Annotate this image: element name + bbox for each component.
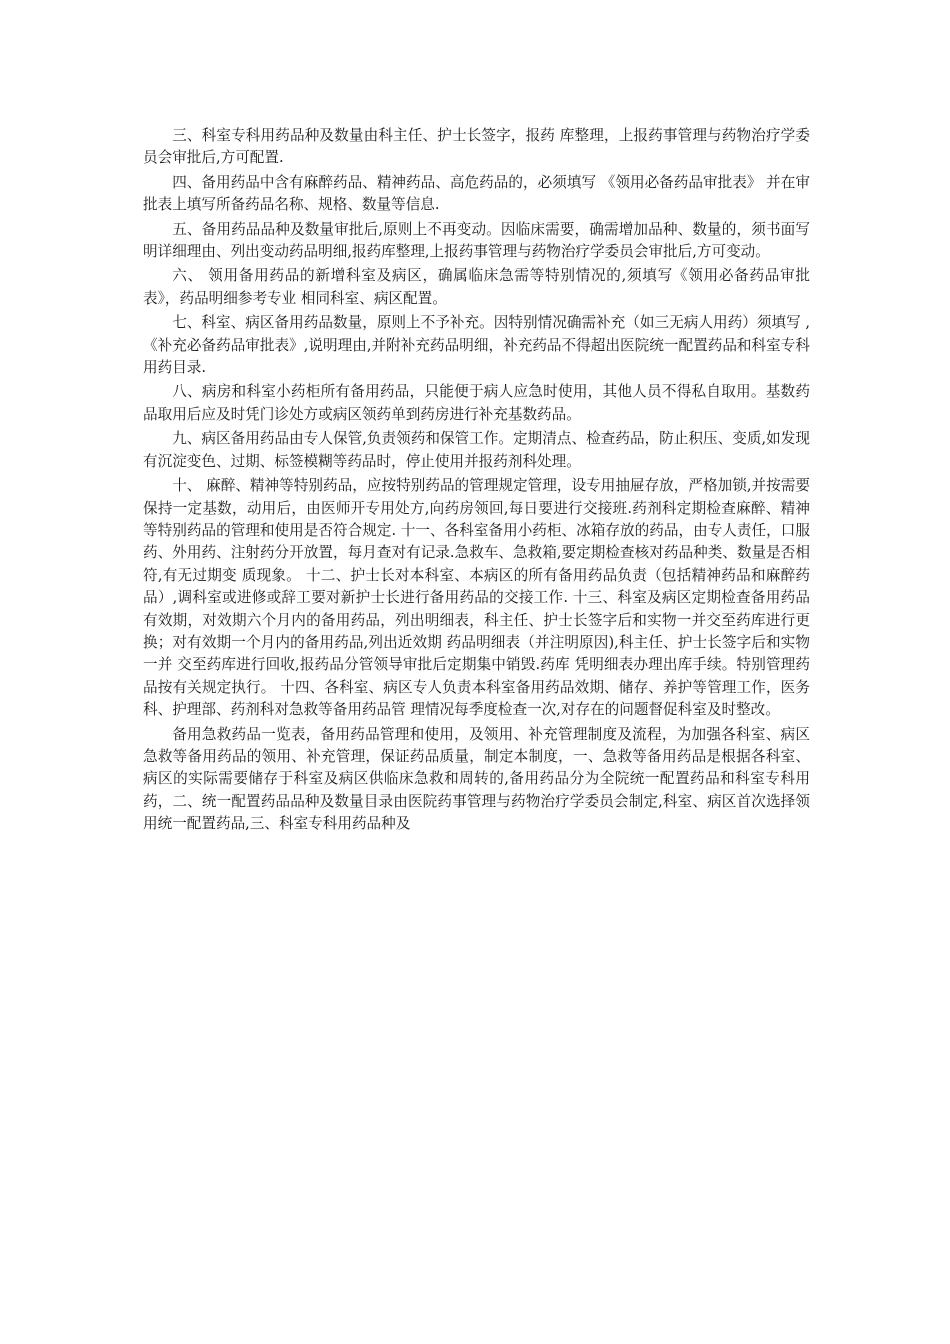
paragraph-3: 三、科室专科用药品种及数量由科主任、护士长签字，报药 库整理，上报药事管理与药物治疗学委员会审批后,方可配置. [143, 127, 810, 167]
document-body [143, 125, 810, 838]
paragraph-5: 五、备用药品品种及数量审批后,原则上不再变动。因临床需要，确需增加品种、数量的，须书面写明详细理由、列出变动药品明细,报药库整理,上报药事管理与药物治疗学委员会审批后,方可变动。 [143, 220, 810, 261]
paragraph-10-14: 十、 麻醉、精神等特别药品，应按特别药品的管理规定管理，设专用抽屉存放，严格加锁,并按需要保持一定基数，动用后，由医师开专用处方,向药房领回,每日要进行交接班.药剂科定期检查麻醉、精神等特别药品的管理和使用是否符合规定. 十一、各科室备用小药柜、冰箱存放的药品，由专人责任，口服药、外用药、注射药分开放置，每月查对有记录.急救车、急救箱,要定期检查核对药品种类、数量是否相符,有无过期变 质现象。 十二、护士长对本科室、本病区的所有备用药品负责（包括精神药品和麻醉药品）,调科室或进修或辞工要对新护士长进行备用药品的交接工作. 十三、科室及病区定期检查备用药品有效期，对效期六个月内的备用药品，列出明细表，科主任、护士长签字后和实物一并交至药库进行更换；对有效期一个月内的备用药品,列出近效期 药品明细表（并注明原因),科主任、护士长签字后和实物一并 交至药库进行回收,报药品分管领导审批后定期集中销毁.药库 凭明细表办理出库手续。特别管理药品按有关规定执行。 十四、各科室、病区专人负责本科室备用药品效期、储存、养护等管理工作，医务科、护理部、药剂科对急救等备用药品管 理情况每季度检查一次,对存在的问题督促科室及时整改。 [143, 477, 810, 719]
paragraph-summary: 备用急救药品一览表，备用药品管理和使用，及领用、补充管理制度及流程，为加强各科室、病区急救等备用药品的领用、补充管理，保证药品质量，制定本制度，一、急救等备用药品是根据各科室、病区的实际需要储存于科室及病区供临床急救和周转的,备用药品分为全院统一配置药品和科室专科用药，二、统一配置药品品种及数量目录由医院药事管理与药物治疗学委员会制定,科室、病区首次选择领用统一配置药品,三、科室专科用药品种及 [143, 725, 810, 833]
paragraph-7: 七、科室、病区备用药品数量，原则上不予补充。因特别情况确需补充（如三无病人用药）须填写 ,《补充必备药品审批表》,说明理由,并附补充药品明细，补充药品不得超出医院统一配置药品和科室专科用药目录. [143, 314, 810, 377]
paragraph-4: 四、备用药品中含有麻醉药品、精神药品、高危药品的，必须填写 《领用必备药品审批表》 并在审批表上填写所备药品名称、规格、数量等信息. [143, 173, 810, 214]
paragraph-6: 六、 领用备用药品的新增科室及病区，确属临床急需等特别情况的,须填写《领用必备药品审批表》，药品明细参考专业 相同科室、病区配置。 [143, 267, 810, 307]
paragraph-8: 八、病房和科室小药柜所有备用药品，只能便于病人应急时使用，其他人员不得私自取用。基数药品取用后应及时凭门诊处方或病区领药单到药房进行补充基数药品。 [143, 383, 810, 423]
paragraph-9: 九、病区备用药品由专人保管,负责领药和保管工作。定期清点、检查药品，防止积压、变质,如发现有沉淀变色、过期、标签模糊等药品时，停止使用并报药剂科处理。 [143, 430, 810, 470]
